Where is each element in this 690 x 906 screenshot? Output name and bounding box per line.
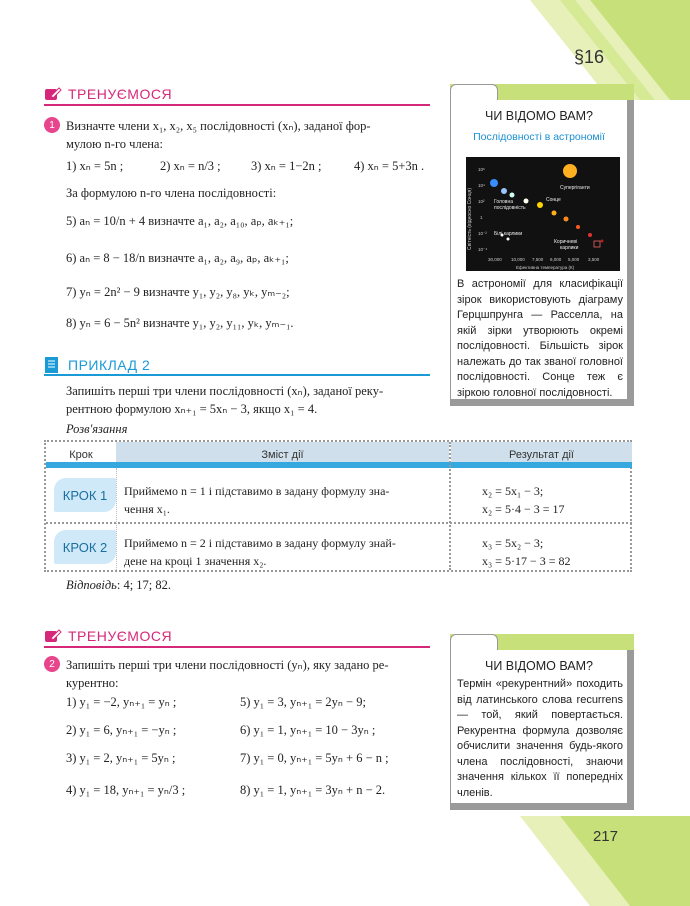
task-1-line1: Визначте члени x₁, x₂, x₅ послідовності (xₙ), заданої фор- (66, 119, 371, 133)
hr-xtick-5: 5,000 (568, 257, 580, 262)
hr-label-main-sequence: Головна (494, 199, 513, 205)
task-1-item-3: 3) xₙ = 1−2n ; (251, 159, 322, 173)
svg-text:послідовність: послідовність (494, 205, 526, 211)
task-number-2: 2 (44, 656, 60, 672)
train-header-2 (44, 628, 172, 644)
hr-x-axis: Ефективна температура (К) (516, 265, 575, 270)
book-icon (44, 356, 60, 374)
task-1-item-5: 5) aₙ = 10/n + 4 визначте a₁, a₂, a₁₀, aₚ, aₖ₊₁; (66, 214, 294, 228)
step-2-content-line1: Приймемо n = 2 і підставимо в задану формулу знай- (124, 536, 396, 550)
hr-label-sun: Сонце (546, 197, 561, 203)
pencil-icon (44, 86, 62, 102)
header-step: Крок (69, 449, 93, 461)
hr-xtick-1: 30,000 (488, 257, 502, 262)
task-1-line2: мулою n-го члена: (66, 137, 163, 151)
hr-ytick-6: 10⁻⁴ (478, 247, 488, 252)
example-underline (44, 374, 430, 376)
info-1-text: В астрономії для класифікації зірок використовують діаграму Герцшпрунга — Расселла, на якій зірки утворюють окремі послідовності. Більшість зірок належать до так званої головної послідовності. Сонце теж є зіркою головної послідовності. (457, 278, 623, 399)
step-1-result-line2: x₂ = 5·4 − 3 = 17 (482, 502, 565, 516)
info-1-subtitle: Послідовності в астрономії (473, 131, 605, 143)
formula-intro: За формулою n-го члена послідовності: (66, 186, 277, 200)
hr-ytick-3: 10² (478, 199, 485, 204)
step-1-content (124, 482, 446, 518)
hr-label-white-dwarfs: Білі карлики (494, 231, 523, 237)
example-header (44, 356, 150, 374)
section-number: §16 (573, 47, 604, 67)
step-1-badge: КРОК 1 (54, 478, 116, 512)
task-2-line1: Запишіть перші три члени послідовності (yₙ), яку задано ре- (66, 658, 389, 672)
step-1-content-line1: Приймемо n = 1 і підставимо в задану формулу зна- (124, 484, 390, 498)
hr-ytick-4: 1 (480, 215, 483, 220)
hr-xtick-6: 3,500 (588, 257, 600, 262)
step-1-result (482, 482, 564, 518)
task-number-1: 1 (44, 117, 60, 133)
task-2-item-1: 1) y₁ = −2, yₙ₊₁ = yₙ ; (66, 695, 177, 709)
task-2-item-5: 5) y₁ = 3, yₙ₊₁ = 2yₙ − 9; (240, 695, 366, 709)
task-1-item-8: 8) yₙ = 6 − 5n² визначте y₁, y₂, y₁₁, yₖ, yₘ₋₁. (66, 316, 294, 330)
task-2-item-4: 4) y₁ = 18, yₙ₊₁ = yₙ/3 ; (66, 783, 186, 797)
train-header-1 (44, 86, 172, 102)
answer (66, 576, 171, 594)
info-1-title: ЧИ ВІДОМО ВАМ? (484, 109, 594, 123)
task-1-item-2: 2) xₙ = n/3 ; (160, 159, 221, 173)
header-result: Результат дії (508, 449, 574, 461)
solution-label: Розв'язання (66, 422, 128, 436)
task-1-item-4: 4) xₙ = 5+3n . (354, 159, 425, 173)
step-2-content (124, 534, 446, 570)
page-number: 217 (592, 828, 618, 845)
step-1-content-line2: чення x₁. (124, 502, 170, 516)
hr-ytick-2: 10⁴ (478, 183, 485, 188)
train-underline-1 (44, 104, 430, 106)
step-2-badge: КРОК 2 (54, 530, 116, 564)
task-2-item-3: 3) y₁ = 2, yₙ₊₁ = 5yₙ ; (66, 751, 176, 765)
hr-ytick-1: 10⁶ (478, 167, 485, 172)
task-2 (44, 656, 434, 692)
header-content: Зміст дії (261, 449, 304, 461)
hr-diagram (466, 157, 620, 271)
answer-value: : 4; 17; 82. (116, 578, 172, 592)
task-2-item-7: 7) y₁ = 0, yₙ₊₁ = 5yₙ + 6 − n ; (240, 751, 389, 765)
step-1-result-line1: x₂ = 5x₁ − 3; (482, 484, 544, 498)
train-underline-2 (44, 646, 430, 648)
info-box-astronomy (450, 84, 634, 406)
train-title-2: ТРЕНУЄМОСЯ (68, 628, 173, 644)
task-2-item-2: 2) y₁ = 6, yₙ₊₁ = −yₙ ; (66, 723, 177, 737)
info-2-text: Термін «рекурентний» походить від латинського слова recurrens — той, який повертається. Рекурентна формула дозволяє обчислити значення будь-якого члена послідовності, знаючи значення кількох її попередніх членів. (457, 678, 623, 799)
task-1-item-7: 7) yₙ = 2n² − 9 визначте y₁, y₂, y₈, yₖ, yₘ₋₂; (66, 285, 290, 299)
hr-label-supergiants: Супергіганти (560, 185, 590, 191)
hr-y-axis: Світність (відносно Сонця) (467, 187, 473, 251)
task-2-item-6: 6) y₁ = 1, yₙ₊₁ = 10 − 3yₙ ; (240, 723, 376, 737)
svg-text:карлики: карлики (560, 245, 579, 251)
info-box-recurrent (450, 634, 634, 810)
task-2-item-8: 8) y₁ = 1, yₙ₊₁ = 3yₙ + n − 2. (240, 783, 386, 797)
step-2-result-line1: x₃ = 5x₂ − 3; (482, 536, 544, 550)
example-line2: рентною формулою xₙ₊₁ = 5xₙ − 3, якщо x₁ = 4. (66, 402, 318, 416)
hr-xtick-2: 10,000 (511, 257, 525, 262)
hr-xtick-3: 7,500 (532, 257, 544, 262)
example-line1: Запишіть перші три члени послідовності (xₙ), заданої реку- (66, 384, 384, 398)
step-2-result (482, 534, 570, 570)
task-1-item-6: 6) aₙ = 8 − 18/n визначте a₁, a₂, a₉, aₚ, aₖ₊₁; (66, 251, 289, 265)
svg-text:Коричневі: Коричневі (554, 239, 578, 245)
task-1-item-1: 1) xₙ = 5n ; (66, 159, 124, 173)
info-2-title: ЧИ ВІДОМО ВАМ? (484, 659, 594, 673)
answer-label: Відповідь (66, 578, 117, 592)
step-2-result-line2: x₃ = 5·17 − 3 = 82 (482, 554, 571, 568)
task-2-line2: курентно: (66, 676, 119, 690)
step-2-content-line2: дене на кроці 1 значення x₂. (124, 554, 267, 568)
hr-ytick-5: 10⁻² (478, 231, 487, 236)
pencil-icon (44, 628, 62, 644)
solution-table (44, 440, 632, 572)
train-title-1: ТРЕНУЄМОСЯ (68, 86, 173, 102)
hr-xtick-4: 6,000 (550, 257, 562, 262)
example-title: ПРИКЛАД 2 (68, 357, 151, 373)
task-1 (44, 117, 434, 153)
